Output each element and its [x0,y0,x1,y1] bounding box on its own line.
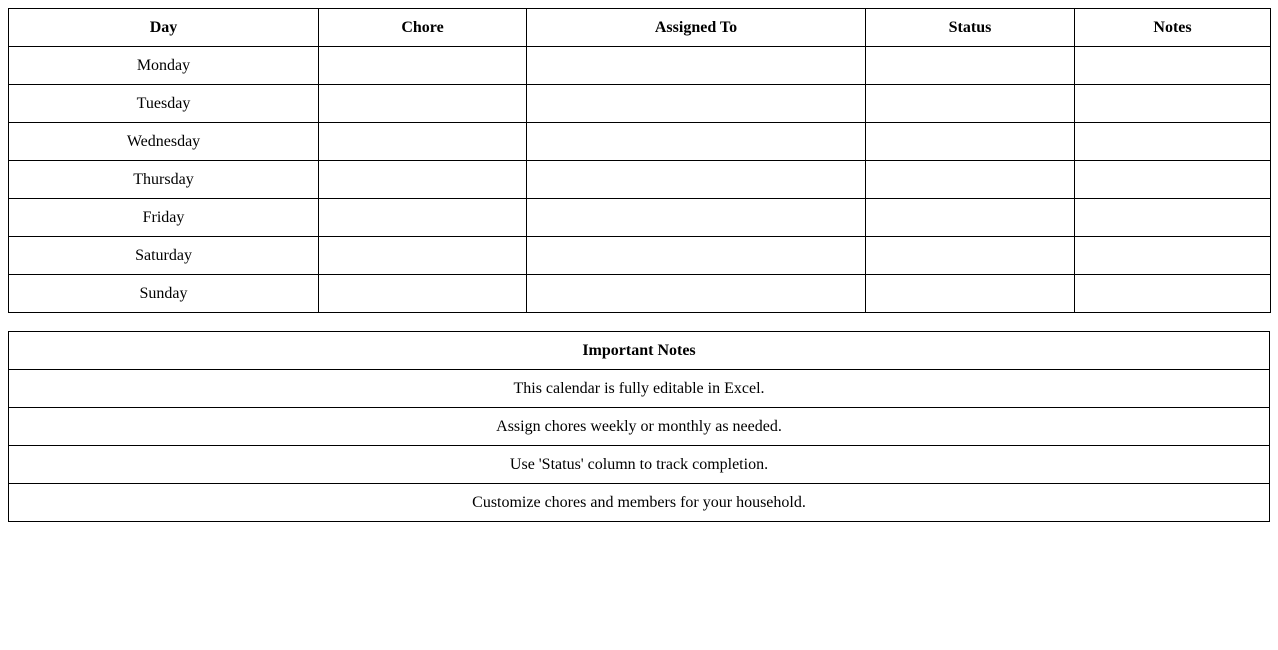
status-cell[interactable] [866,85,1075,123]
status-cell[interactable] [866,161,1075,199]
assigned-to-cell[interactable] [527,47,866,85]
day-cell: Monday [9,47,319,85]
header-notes: Notes [1075,9,1271,47]
table-row [9,237,1271,275]
day-cell: Wednesday [9,123,319,161]
table-row [9,123,1271,161]
list-item [9,484,1270,522]
note-text: Use 'Status' column to track completion. [9,446,1270,484]
note-text: Assign chores weekly or monthly as needed. [9,408,1270,446]
chore-cell[interactable] [319,275,527,313]
notes-cell[interactable] [1075,161,1271,199]
assigned-to-cell[interactable] [527,85,866,123]
notes-cell[interactable] [1075,199,1271,237]
table-row [9,199,1271,237]
assigned-to-cell[interactable] [527,199,866,237]
day-cell: Tuesday [9,85,319,123]
chore-calendar-sheet [8,8,1270,522]
list-item [9,408,1270,446]
chore-cell[interactable] [319,47,527,85]
header-day: Day [9,9,319,47]
important-notes-title: Important Notes [9,332,1270,370]
table-row [9,275,1271,313]
chore-cell[interactable] [319,123,527,161]
table-row [9,161,1271,199]
status-cell[interactable] [866,47,1075,85]
header-status: Status [866,9,1075,47]
status-cell[interactable] [866,199,1075,237]
assigned-to-cell[interactable] [527,161,866,199]
important-notes-table [8,331,1270,522]
day-cell: Saturday [9,237,319,275]
status-cell[interactable] [866,123,1075,161]
status-cell[interactable] [866,237,1075,275]
notes-cell[interactable] [1075,275,1271,313]
chore-table [8,8,1271,313]
chore-cell[interactable] [319,199,527,237]
assigned-to-cell[interactable] [527,123,866,161]
table-row [9,47,1271,85]
header-chore: Chore [319,9,527,47]
chore-table-header-row [9,9,1271,47]
chore-cell[interactable] [319,237,527,275]
note-text: Customize chores and members for your household. [9,484,1270,522]
list-item [9,370,1270,408]
notes-cell[interactable] [1075,237,1271,275]
chore-cell[interactable] [319,85,527,123]
status-cell[interactable] [866,275,1075,313]
chore-cell[interactable] [319,161,527,199]
notes-cell[interactable] [1075,85,1271,123]
day-cell: Thursday [9,161,319,199]
assigned-to-cell[interactable] [527,275,866,313]
day-cell: Friday [9,199,319,237]
table-row [9,85,1271,123]
notes-header-row [9,332,1270,370]
header-assigned-to: Assigned To [527,9,866,47]
notes-cell[interactable] [1075,47,1271,85]
note-text: This calendar is fully editable in Excel. [9,370,1270,408]
list-item [9,446,1270,484]
assigned-to-cell[interactable] [527,237,866,275]
notes-cell[interactable] [1075,123,1271,161]
day-cell: Sunday [9,275,319,313]
